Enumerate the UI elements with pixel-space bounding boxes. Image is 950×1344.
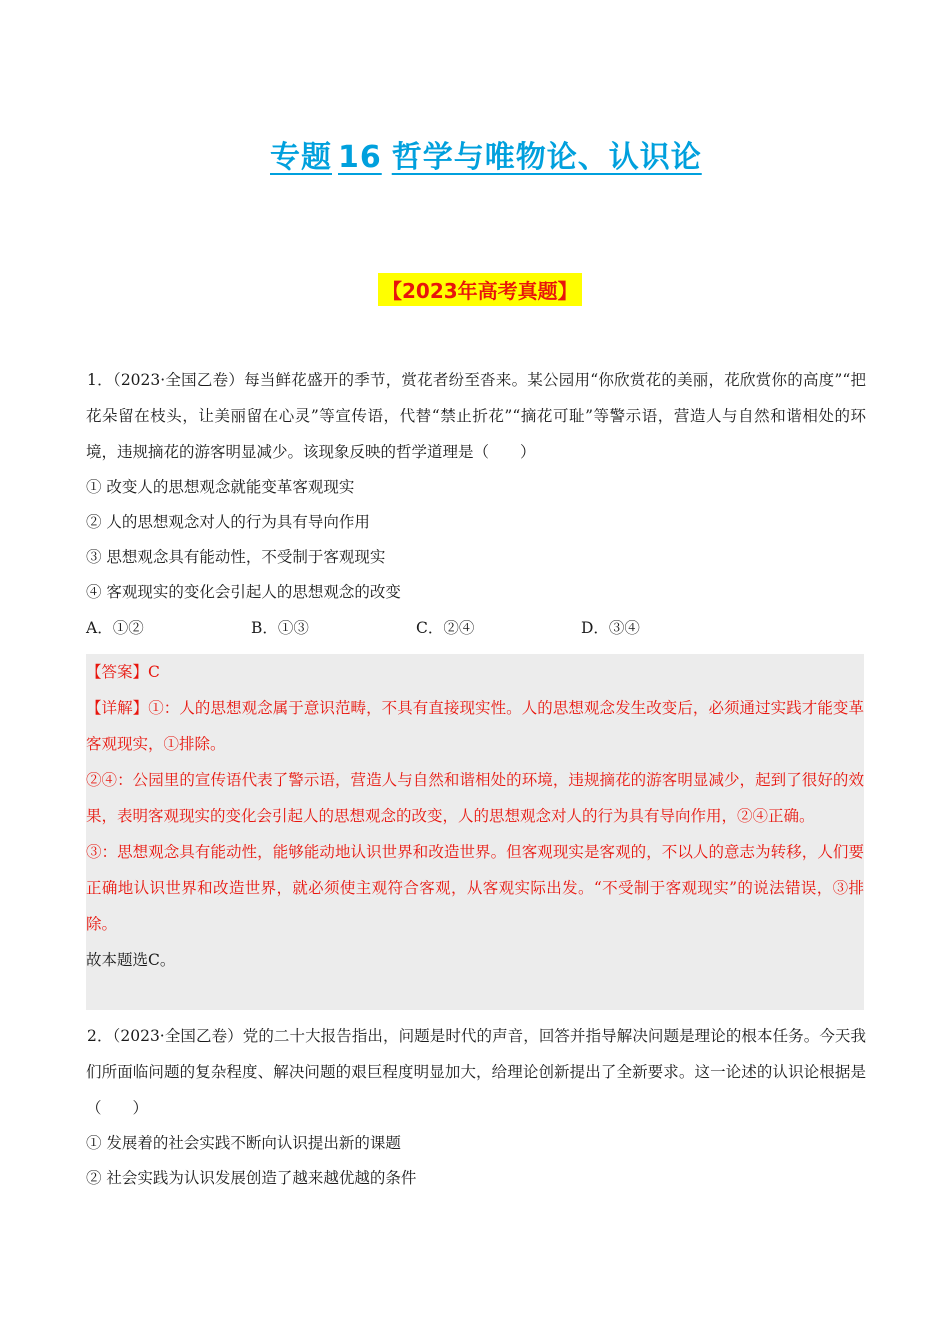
question-stem: 2．（2023·全国乙卷）党的二十大报告指出，问题是时代的声音，回答并指导解决问题是理论的根本任务。今天我们所面临问题的复杂程度、解决问题的艰巨程度明显加大，给理论创新提出了全新要求。这一论述的认识论根据是（ ） (86, 1027, 866, 1117)
statement-option: ③ 思想观念具有能动性，不受制于客观现实 (86, 548, 386, 566)
title-topic: 哲学与唯物论、认识论 (391, 140, 702, 175)
detail-paragraph: ②④：公园里的宣传语代表了警示语，营造人与自然和谐相处的环境，违规摘花的游客明显减少，起到了很好的效果，表明客观现实的变化会引起人的思想观念的改变，人的思想观念对人的行为具有导向作用，②④正确。 (86, 771, 864, 825)
document-title (270, 132, 702, 176)
statement-option: ① 改变人的思想观念就能变革客观现实 (86, 478, 355, 496)
answer-choices (86, 610, 866, 646)
statement-option: ④ 客观现实的变化会引起人的思想观念的改变 (86, 583, 401, 601)
detail-paragraph: ③：思想观念具有能动性，能够能动地认识世界和改造世界。但客观现实是客观的，不以人的意志为转移，人们要正确地认识世界和改造世界，就必须使主观符合客观，从客观实际出发。“不受制于客观现实”的说法错误，③排除。 (86, 843, 864, 933)
statement-option: ② 社会实践为认识发展创造了越来越优越的条件 (86, 1169, 417, 1187)
answer-explanation-box (86, 654, 864, 1010)
choice-a: A．①② (86, 619, 144, 637)
question-1 (86, 362, 866, 646)
answer-line: 【答案】C (86, 663, 160, 681)
question-2 (86, 1018, 866, 1196)
title-prefix: 专题 (270, 140, 332, 175)
choice-c: C．②④ (416, 619, 475, 637)
section-heading: 【2023年高考真题】 (378, 273, 582, 306)
choice-b: B．①③ (251, 619, 309, 637)
statement-option: ② 人的思想观念对人的行为具有导向作用 (86, 513, 370, 531)
title-number: 16 (338, 140, 382, 175)
statement-option: ① 发展着的社会实践不断向认识提出新的课题 (86, 1134, 401, 1152)
detail-paragraph: 【详解】①：人的思想观念属于意识范畴，不具有直接现实性。人的思想观念发生改变后，必须通过实践才能变革客观现实，①排除。 (86, 699, 864, 753)
question-stem: 1．（2023·全国乙卷）每当鲜花盛开的季节，赏花者纷至沓来。某公园用“你欣赏花的美丽，花欣赏你的高度”“把花朵留在枝头，让美丽留在心灵”等宣传语，代替“禁止折花”“摘花可耻”等警示语，营造人与自然和谐相处的环境，违规摘花的游客明显减少。该现象反映的哲学道理是（ ） (86, 371, 866, 461)
conclusion-line: 故本题选C。 (86, 951, 176, 969)
choice-d: D．③④ (581, 619, 640, 637)
